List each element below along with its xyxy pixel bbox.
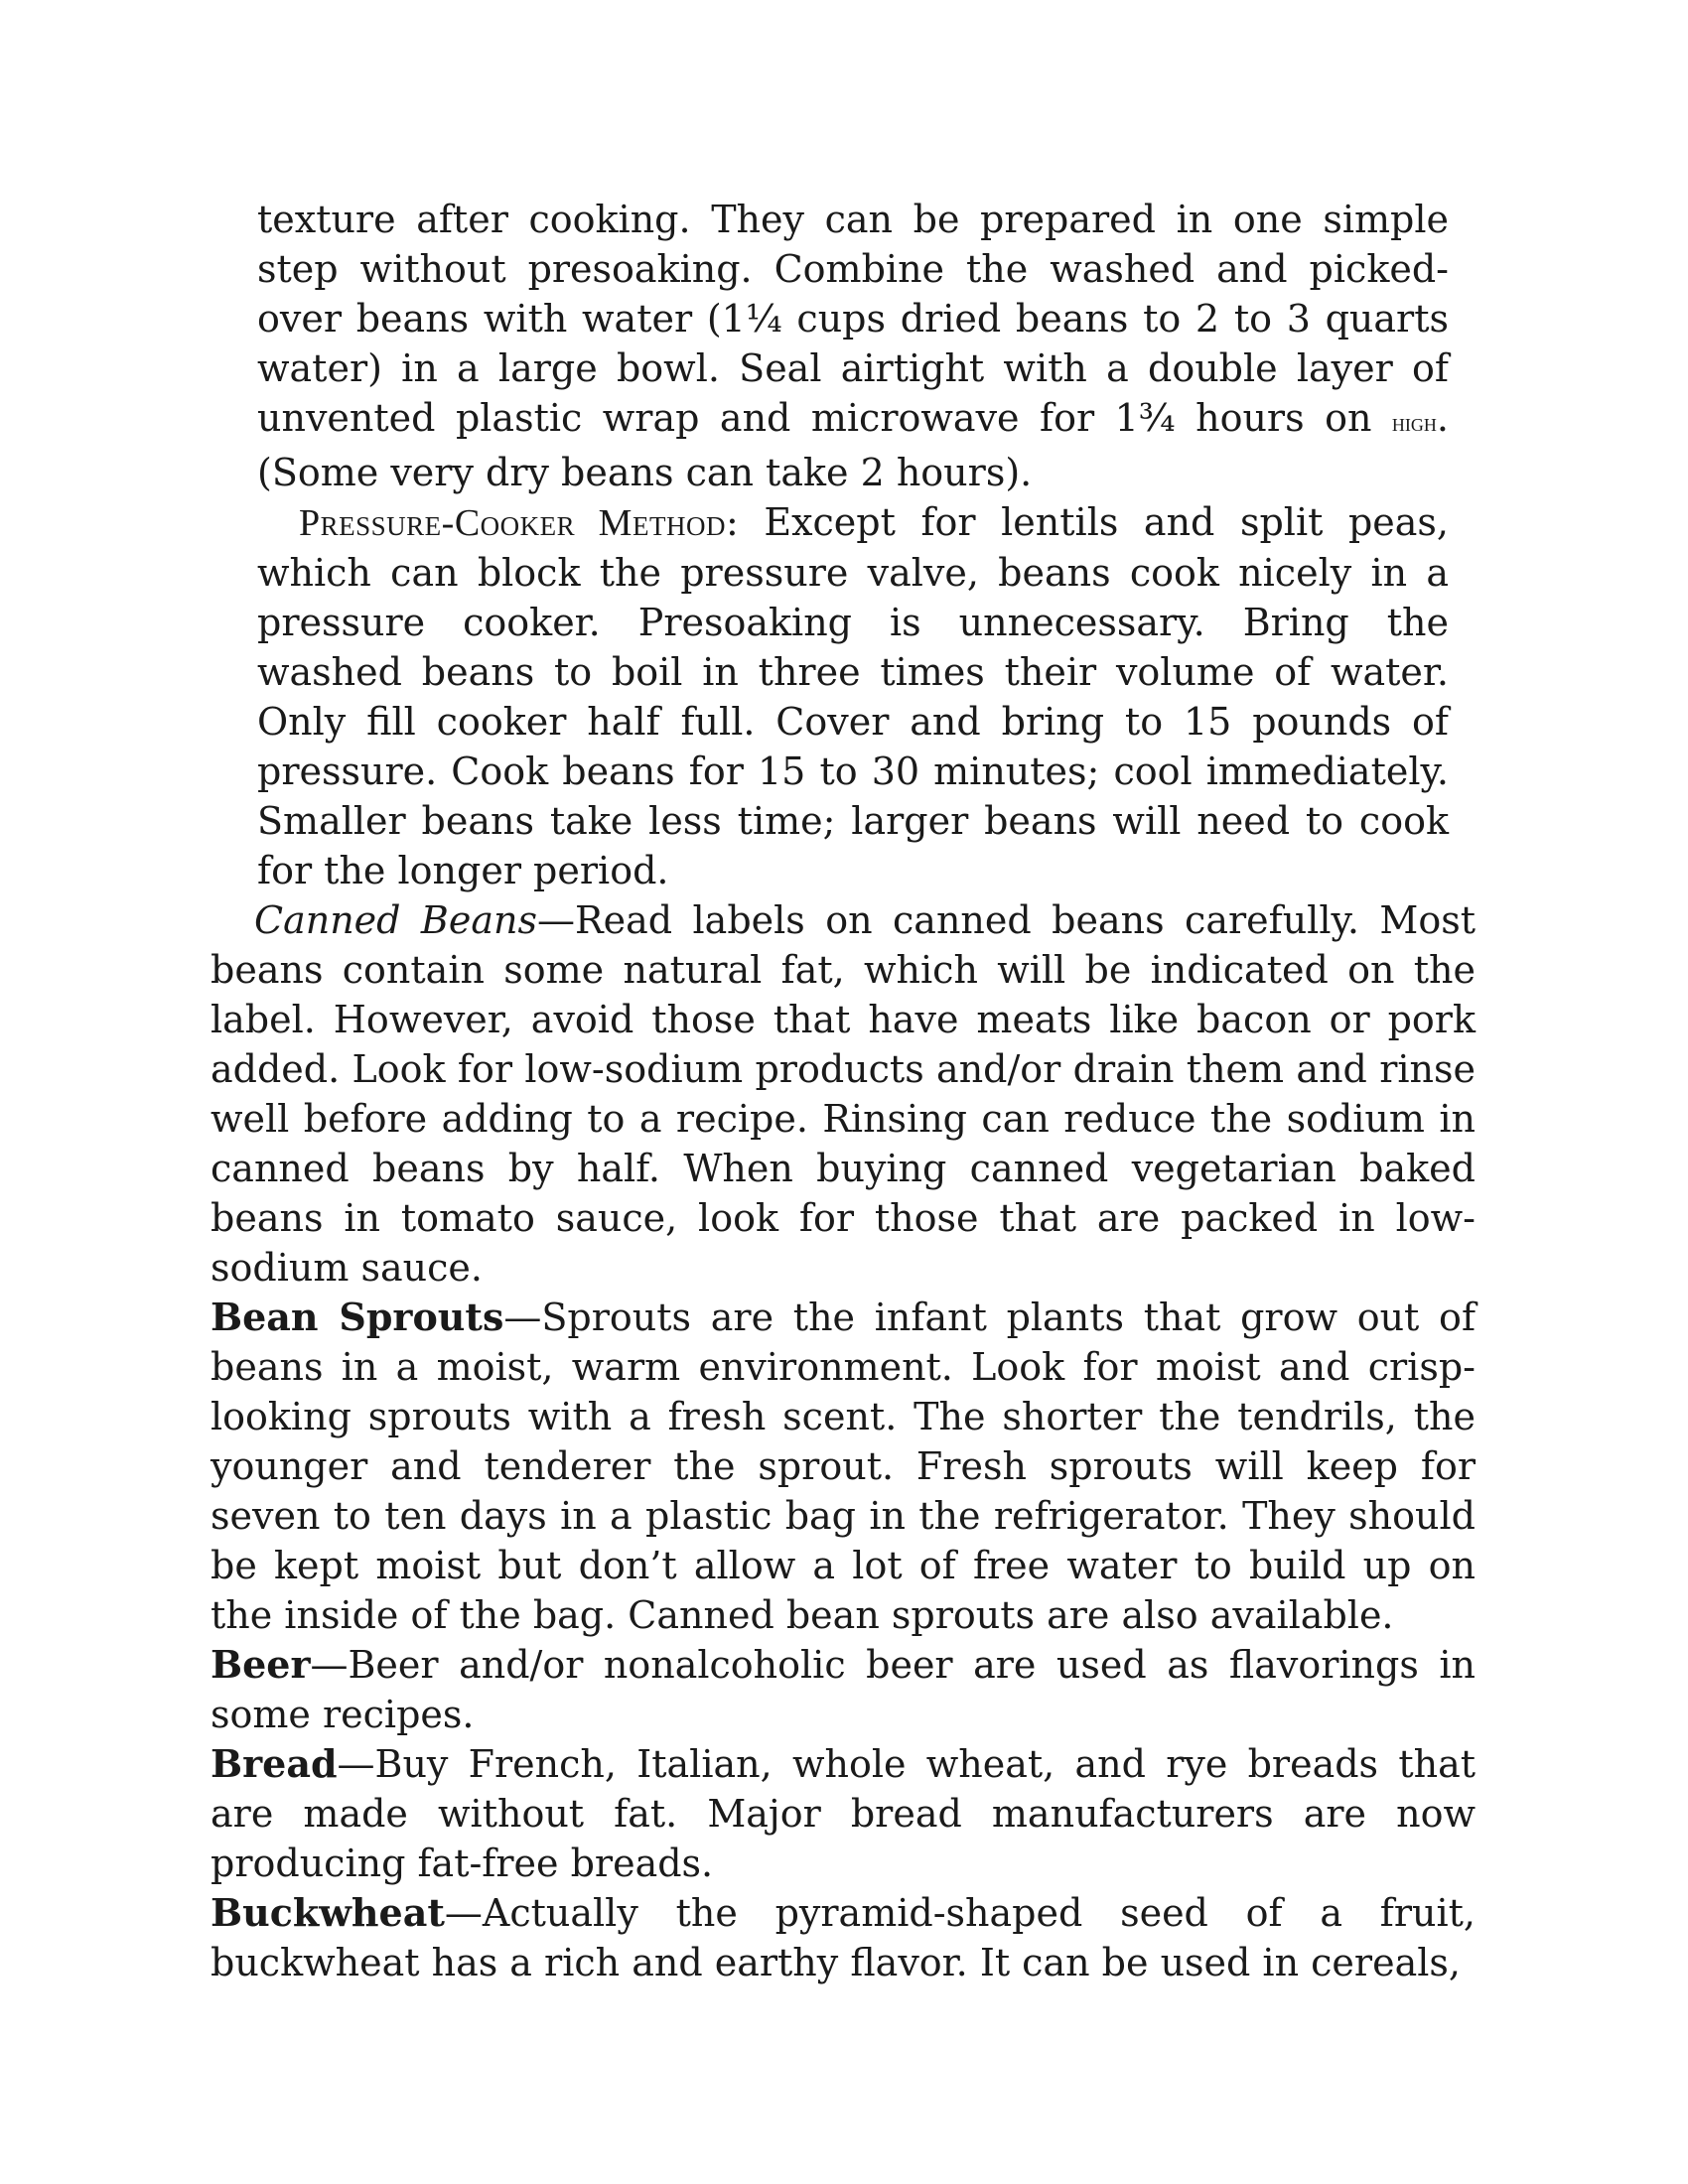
microwave-text-b: . (Some very dry beans can take 2 hours). <box>257 396 1449 494</box>
entry-term: Bean Sprouts <box>211 1295 504 1339</box>
microwave-text-a: texture after cooking. They can be prepared in one simple step without presoaking. Combine the washed and picked-over beans with water (1¼ cups dried beans to 2 to 3 quarts water) in a large bowl. Seal airtight with a double layer of unvented plastic wrap and microwave for 1¾ hours on <box>257 198 1449 440</box>
pressure-cooker-text: : Except for lentils and split peas, which can block the pressure valve, beans cook nicely in a pressure cooker. Presoaking is unnecessary. Bring the washed beans to boil in three times their volume of water. Only fill cooker half full. Cover and bring to 15 pounds of pressure. Cook beans for 15 to 30 minutes; cool immediately. Smaller beans take less time; larger beans will need to cook for the longer period. <box>257 500 1450 892</box>
entry-term: Bread <box>211 1741 338 1786</box>
entry-bread <box>211 1739 1476 1888</box>
pressure-cooker-heading: Pressure-Cooker Method <box>299 502 726 544</box>
entry-bean-sprouts <box>211 1293 1476 1640</box>
high-setting-label: high <box>1391 408 1437 437</box>
canned-beans-text: —Read labels on canned beans carefully. Most beans contain some natural fat, which will be indicated on the label. However, avoid those that have meats like bacon or pork added. Look for low-sodium products and/or drain them and rinse well before adding to a recipe. Rinsing can reduce the sodium in canned beans by half. When buying canned vegetarian baked beans in tomato sauce, look for those that are packed in low-sodium sauce. <box>211 898 1476 1290</box>
canned-beans-term: Canned Beans <box>254 898 537 942</box>
entry-text: —Sprouts are the infant plants that grow out of beans in a moist, warm environment. Look for moist and crisp-looking sprouts with a fresh scent. The shorter the tendrils, the younger and tenderer the sprout. Fresh sprouts will keep for seven to ten days in a plastic bag in the refrigerator. They should be kept moist but don’t allow a lot of free water to build up on the inside of the bag. Canned bean sprouts are also available. <box>211 1296 1477 1637</box>
entry-text: —Buy French, Italian, whole wheat, and rye breads that are made without fat. Major bread manufacturers are now producing fat-free breads. <box>211 1742 1476 1885</box>
canned-beans-paragraph <box>211 895 1476 1293</box>
entry-text: —Beer and/or nonalcoholic beer are used as flavorings in some recipes. <box>211 1643 1476 1736</box>
entry-text: —Actually the pyramid-shaped seed of a fruit, buckwheat has a rich and earthy flavor. It can be used in cereals, <box>211 1891 1476 1984</box>
microwave-method-paragraph <box>257 195 1449 497</box>
entry-term: Beer <box>211 1642 311 1687</box>
page-body <box>211 195 1476 1987</box>
entry-beer <box>211 1640 1476 1739</box>
entry-term: Buckwheat <box>211 1890 445 1935</box>
pressure-cooker-paragraph <box>257 497 1449 895</box>
entry-buckwheat <box>211 1888 1476 1987</box>
